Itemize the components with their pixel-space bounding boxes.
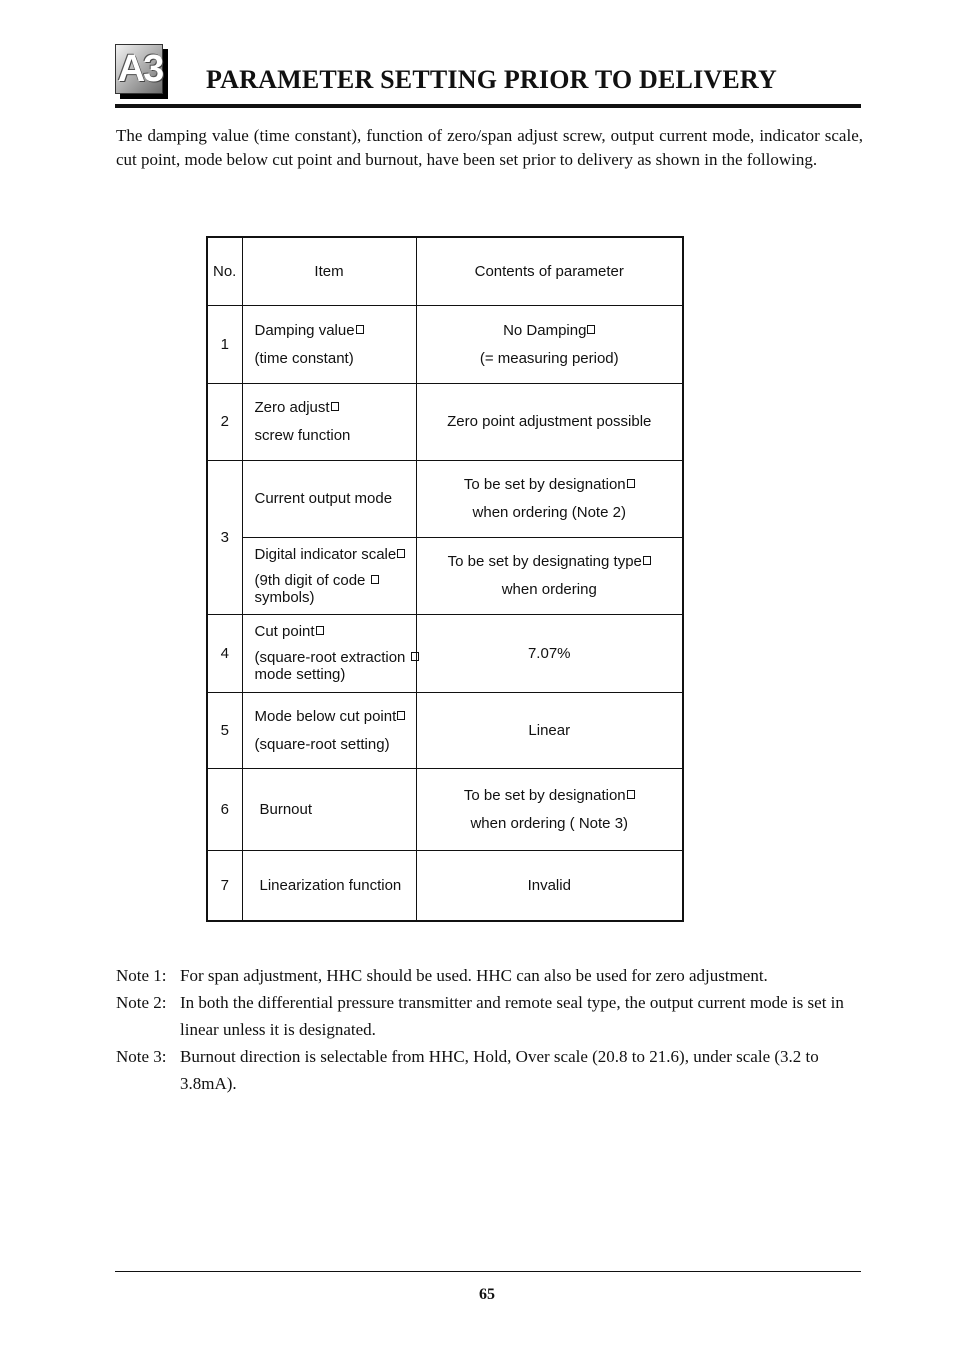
content-line: Invalid bbox=[527, 876, 571, 894]
row-no: 2 bbox=[207, 383, 242, 460]
placeholder-box-glyph bbox=[643, 556, 651, 565]
placeholder-box-glyph bbox=[627, 790, 635, 799]
row-item bbox=[242, 305, 416, 383]
row-contents bbox=[416, 768, 683, 850]
parameter-table bbox=[206, 236, 684, 922]
note-item bbox=[116, 962, 864, 989]
item-line: (square-root setting) bbox=[254, 735, 390, 753]
badge-label: A3 bbox=[117, 48, 163, 90]
item-line: (time constant) bbox=[254, 349, 354, 367]
item-line: screw function bbox=[254, 427, 351, 444]
placeholder-box-glyph bbox=[397, 711, 405, 720]
note-label: Note 3: bbox=[116, 1047, 167, 1066]
table-row bbox=[207, 305, 683, 383]
header-contents: Contents of parameter bbox=[416, 237, 683, 305]
footer-rule bbox=[115, 1271, 861, 1272]
item-line: Mode below cut point bbox=[254, 707, 397, 725]
placeholder-box-glyph bbox=[587, 325, 595, 334]
row-contents bbox=[416, 850, 683, 921]
item-line: (9th digit of code bbox=[254, 571, 366, 589]
placeholder-box-glyph bbox=[331, 402, 339, 411]
badge-face bbox=[115, 44, 163, 94]
placeholder-box-glyph bbox=[627, 479, 635, 488]
row-no: 7 bbox=[207, 850, 242, 921]
table-row bbox=[207, 692, 683, 768]
row-item bbox=[242, 383, 416, 460]
row-contents bbox=[416, 692, 683, 768]
row-item bbox=[242, 850, 416, 921]
item-line: symbols) bbox=[254, 588, 315, 606]
title-rule bbox=[115, 104, 861, 108]
note-label: Note 2: bbox=[116, 993, 167, 1012]
table-row bbox=[207, 768, 683, 850]
item-line: (square-root extraction bbox=[254, 649, 406, 666]
content-line: To be set by designating type bbox=[447, 553, 642, 570]
table-row bbox=[207, 460, 683, 537]
intro-paragraph: The damping value (time constant), function of zero/span adjust screw, output current mode, indicator scale, cut point, mode below cut point and burnout, have been set prior to delivery as shown in the following. bbox=[116, 126, 863, 169]
page-title: PARAMETER SETTING PRIOR TO DELIVERY bbox=[206, 65, 777, 94]
placeholder-box-glyph bbox=[371, 575, 379, 584]
table-row bbox=[207, 850, 683, 921]
content-line: (= measuring period) bbox=[479, 349, 619, 367]
placeholder-box-glyph bbox=[356, 325, 364, 334]
item-line: Cut point bbox=[254, 623, 315, 640]
content-line: when ordering (Note 2) bbox=[472, 504, 626, 521]
item-line: Burnout bbox=[259, 800, 313, 818]
content-line: To be set by designation bbox=[463, 476, 626, 493]
placeholder-box-glyph bbox=[397, 549, 405, 558]
item-line: Zero adjust bbox=[254, 399, 330, 416]
row-contents bbox=[416, 305, 683, 383]
placeholder-box-glyph bbox=[411, 652, 419, 661]
table-row bbox=[207, 537, 683, 614]
item-line: Current output mode bbox=[254, 490, 393, 507]
page-number: 65 bbox=[479, 1286, 495, 1303]
row-no: 1 bbox=[207, 305, 242, 383]
section-badge bbox=[115, 44, 167, 96]
note-text: For span adjustment, HHC should be used. HHC can also be used for zero adjustment. bbox=[180, 966, 768, 985]
placeholder-box-glyph bbox=[316, 626, 324, 635]
table-row bbox=[207, 383, 683, 460]
note-item bbox=[116, 989, 864, 1043]
item-line: Linearization function bbox=[259, 876, 402, 894]
row-contents bbox=[416, 460, 683, 537]
content-line: Zero point adjustment possible bbox=[447, 413, 652, 430]
note-text: In both the differential pressure transmitter and remote seal type, the output current mode is set in linear unless it is designated. bbox=[180, 993, 844, 1039]
table-header-row bbox=[207, 237, 683, 305]
note-item bbox=[116, 1043, 864, 1097]
row-contents bbox=[416, 537, 683, 614]
row-no: 6 bbox=[207, 768, 242, 850]
item-line: Digital indicator scale bbox=[254, 545, 397, 563]
note-label: Note 1: bbox=[116, 966, 167, 985]
row-item bbox=[242, 537, 416, 614]
row-item bbox=[242, 460, 416, 537]
header-item: Item bbox=[242, 237, 416, 305]
content-line: No Damping bbox=[503, 321, 587, 339]
item-line: Damping value bbox=[254, 321, 355, 339]
row-contents bbox=[416, 383, 683, 460]
row-no: 5 bbox=[207, 692, 242, 768]
content-line: 7.07% bbox=[527, 644, 571, 662]
notes-section bbox=[116, 962, 864, 1097]
content-line: Linear bbox=[528, 721, 571, 739]
row-item bbox=[242, 692, 416, 768]
note-text: Burnout direction is selectable from HHC, Hold, Over scale (20.8 to 21.6), under scale (3.2 to 3.8mA). bbox=[180, 1047, 819, 1093]
row-no: 3 bbox=[207, 460, 242, 614]
row-no: 4 bbox=[207, 614, 242, 692]
content-line: when ordering ( Note 3) bbox=[470, 814, 629, 832]
content-line: To be set by designation bbox=[463, 786, 626, 804]
row-item bbox=[242, 614, 416, 692]
row-item bbox=[242, 768, 416, 850]
content-line: when ordering bbox=[501, 581, 597, 598]
header-no: No. bbox=[207, 237, 242, 305]
item-line: mode setting) bbox=[254, 666, 346, 683]
table-row bbox=[207, 614, 683, 692]
row-contents bbox=[416, 614, 683, 692]
